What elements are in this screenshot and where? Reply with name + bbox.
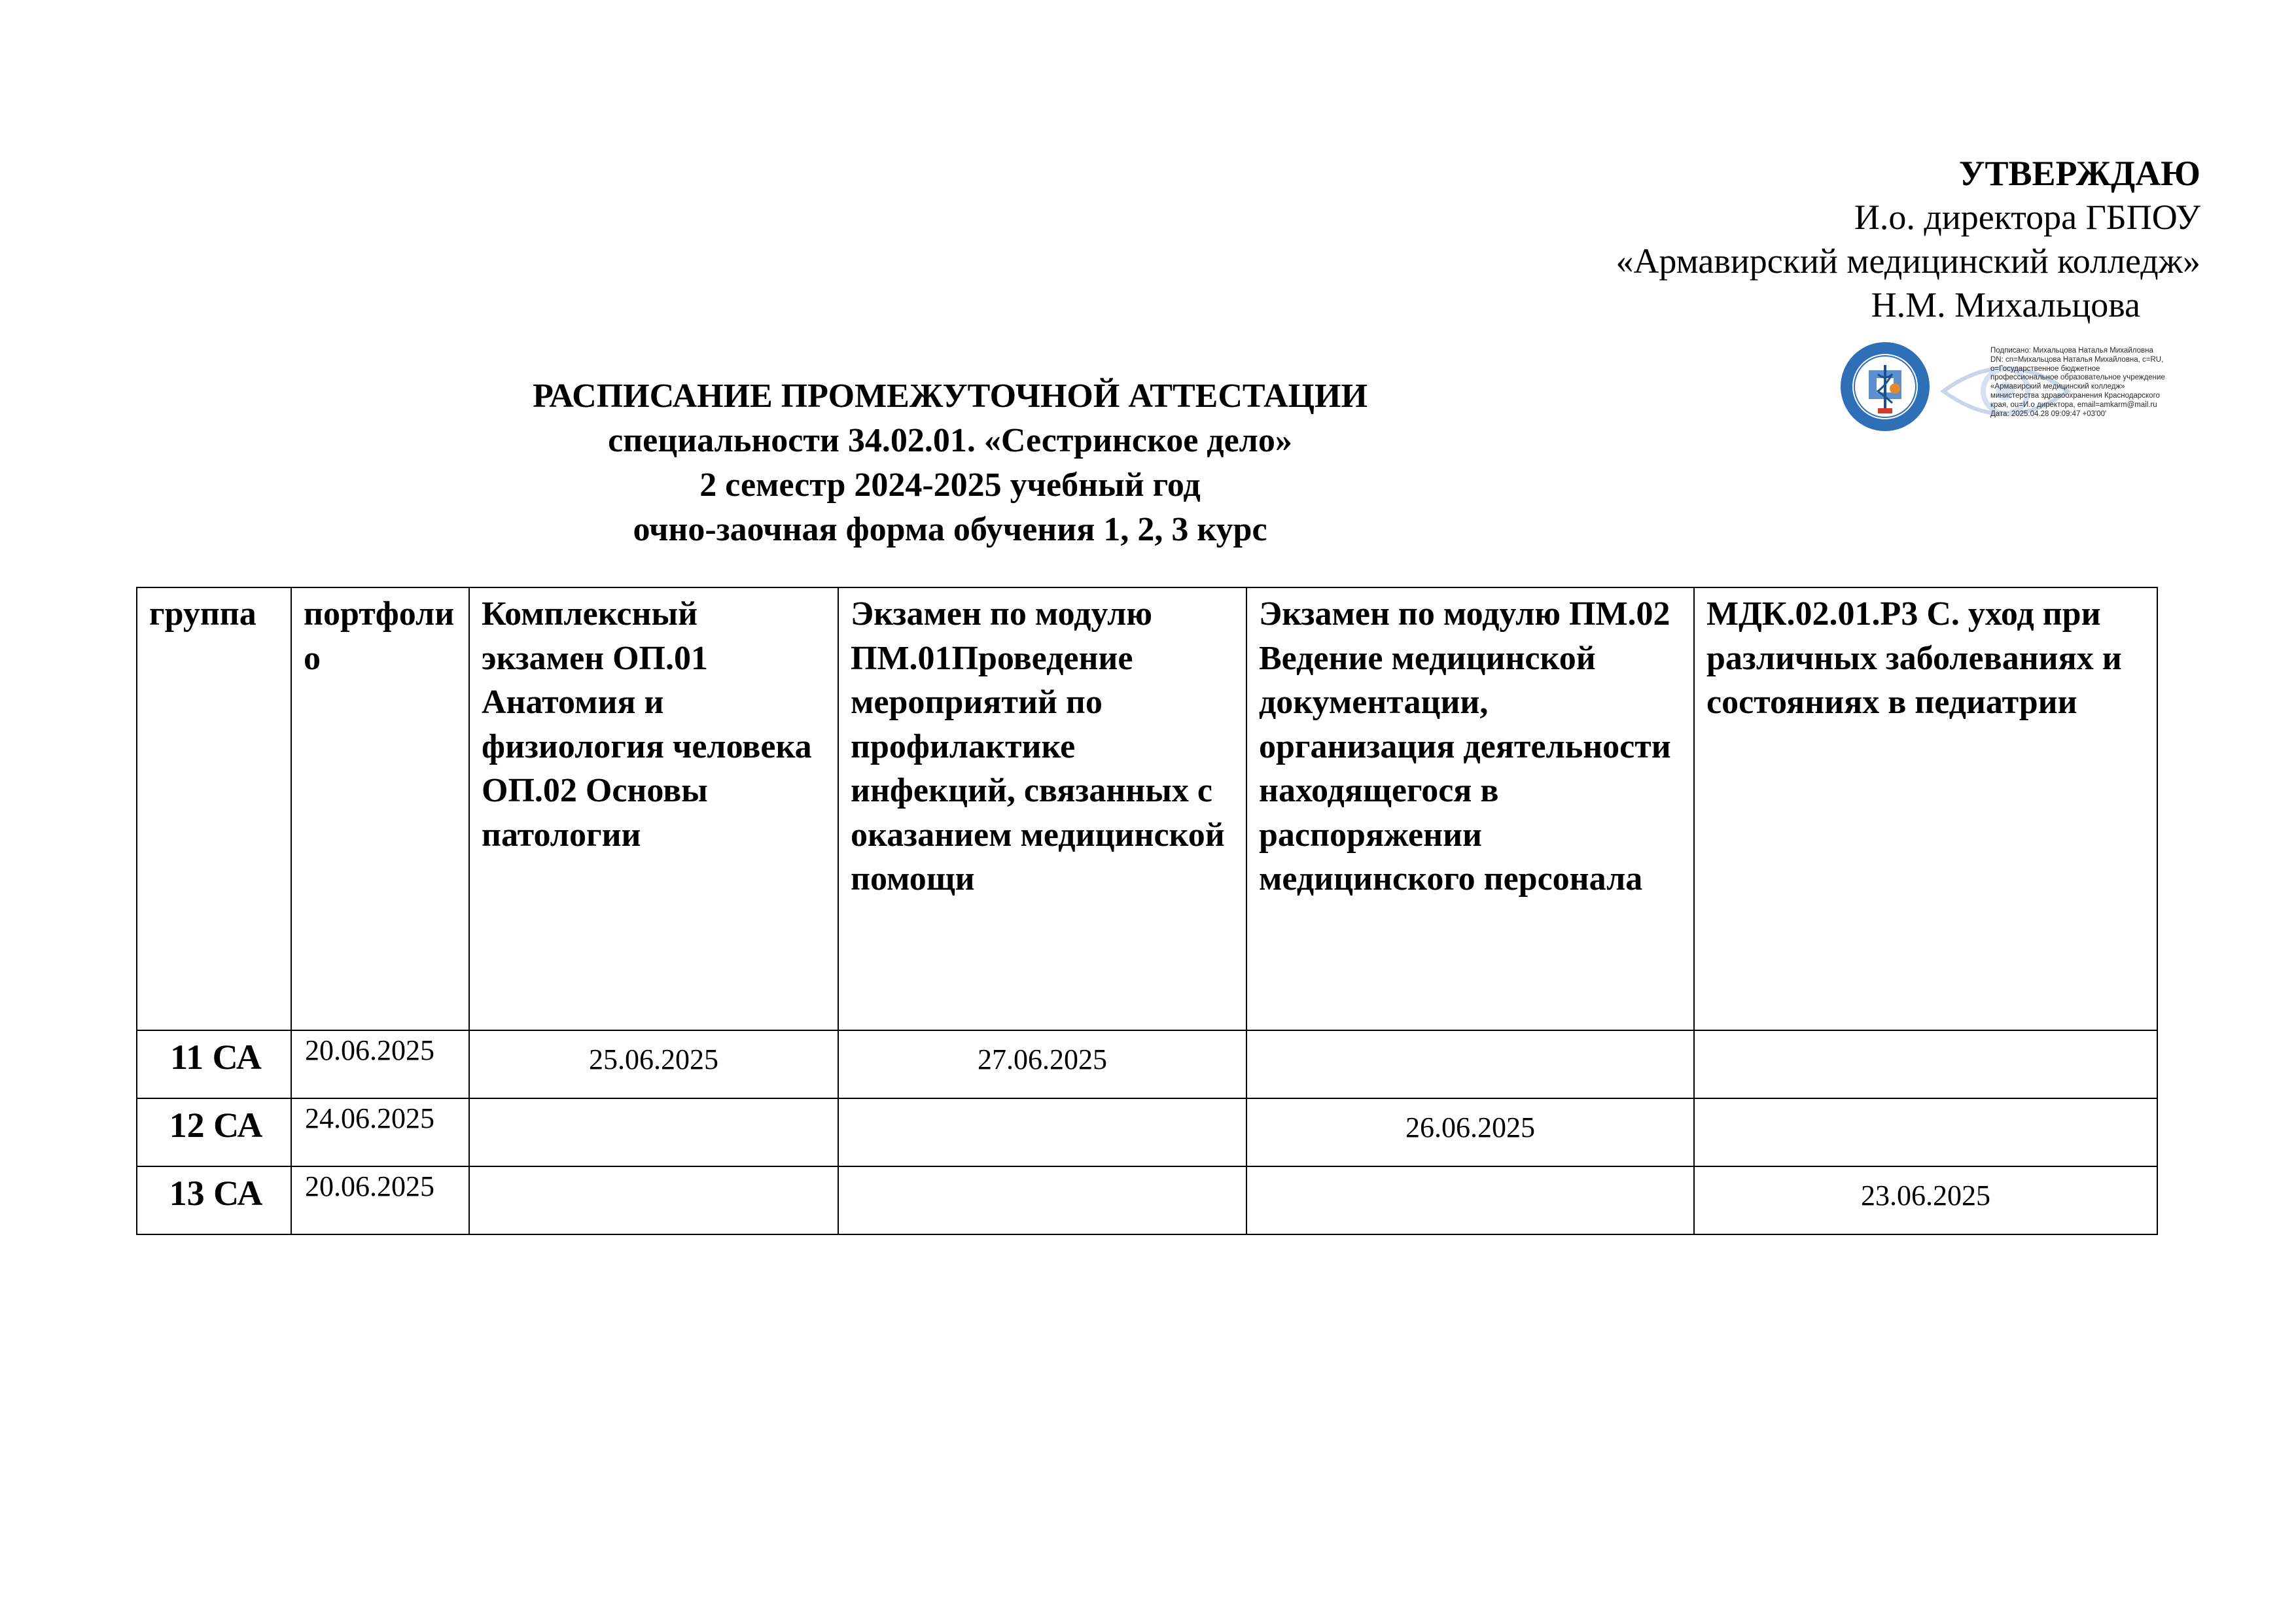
header-pm02-exam: Экзамен по модулю ПМ.02 Ведение медицинской документации, организация деятельности находящегося в распоряжении медицинского персонала bbox=[1246, 587, 1694, 1030]
group-cell: 11 СА bbox=[137, 1030, 291, 1098]
title-line-4: очно-заочная форма обучения 1, 2, 3 курс bbox=[633, 511, 1267, 548]
exam-date-cell bbox=[1694, 1098, 2157, 1166]
header-group: группа bbox=[137, 587, 291, 1030]
table-row bbox=[137, 1166, 2157, 1234]
group-cell: 13 СА bbox=[137, 1166, 291, 1234]
portfolio-date-cell: 20.06.2025 bbox=[291, 1166, 469, 1234]
exam-date-cell: 27.06.2025 bbox=[838, 1030, 1246, 1098]
title-line-3: 2 семестр 2024-2025 учебный год bbox=[699, 466, 1201, 504]
exam-date-cell bbox=[469, 1098, 838, 1166]
approver-organization: «Армавирский медицинский колледж» bbox=[1616, 241, 2200, 281]
signature-line: «Армавирский медицинский колледж» bbox=[1990, 383, 2125, 391]
exam-date-cell: 23.06.2025 bbox=[1694, 1166, 2157, 1234]
signature-line: министерства здравоохранения Краснодарского bbox=[1990, 391, 2160, 400]
exam-date-cell bbox=[1694, 1030, 2157, 1098]
title-line-2: специальности 34.02.01. «Сестринское дело» bbox=[608, 422, 1292, 459]
table-row bbox=[137, 1098, 2157, 1166]
portfolio-date-cell: 24.06.2025 bbox=[291, 1098, 469, 1166]
exam-date-cell bbox=[469, 1166, 838, 1234]
document-title bbox=[0, 374, 1900, 552]
signature-details bbox=[1990, 347, 2206, 419]
signature-line: края, ou=И.о директора, email=amkarm@mail.ru bbox=[1990, 400, 2157, 409]
header-complex-exam: Комплексный экзамен ОП.01 Анатомия и физиология человека ОП.02 Основы патологии bbox=[469, 587, 838, 1030]
attestation-schedule-table bbox=[136, 587, 2158, 1235]
header-mdk0201: МДК.02.01.Р3 С. уход при различных заболеваниях и состояниях в педиатрии bbox=[1694, 587, 2157, 1030]
approver-position: И.о. директора ГБПОУ bbox=[1854, 198, 2200, 237]
portfolio-date-cell: 20.06.2025 bbox=[291, 1030, 469, 1098]
signature-line: o=Государственное бюджетное bbox=[1990, 364, 2100, 373]
header-portfolio: портфолио bbox=[291, 587, 469, 1030]
exam-date-cell bbox=[1246, 1166, 1694, 1234]
signature-line: Подписано: Михальцова Наталья Михайловна bbox=[1990, 347, 2153, 355]
signature-line: профессиональное образовательное учреждение bbox=[1990, 374, 2165, 382]
header-pm01-exam: Экзамен по модулю ПМ.01Проведение мероприятий по профилактике инфекций, связанных с оказанием медицинской помощи bbox=[838, 587, 1246, 1030]
approval-block bbox=[1415, 152, 2200, 327]
exam-date-cell bbox=[838, 1098, 1246, 1166]
exam-date-cell: 25.06.2025 bbox=[469, 1030, 838, 1098]
title-line-1: РАСПИСАНИЕ ПРОМЕЖУТОЧНОЙ АТТЕСТАЦИИ bbox=[533, 377, 1368, 415]
exam-date-cell: 26.06.2025 bbox=[1246, 1098, 1694, 1166]
signature-line: Дата: 2025.04.28 09:09:47 +03'00' bbox=[1990, 410, 2107, 418]
table-header-row bbox=[137, 587, 2157, 1030]
table-row bbox=[137, 1030, 2157, 1098]
exam-date-cell bbox=[838, 1166, 1246, 1234]
approval-heading: УТВЕРЖДАЮ bbox=[1958, 154, 2200, 193]
exam-date-cell bbox=[1246, 1030, 1694, 1098]
group-cell: 12 СА bbox=[137, 1098, 291, 1166]
approver-name: Н.М. Михальцова bbox=[1871, 285, 2140, 324]
signature-line: DN: cn=Михальцова Наталья Михайловна, c=RU, bbox=[1990, 355, 2164, 364]
